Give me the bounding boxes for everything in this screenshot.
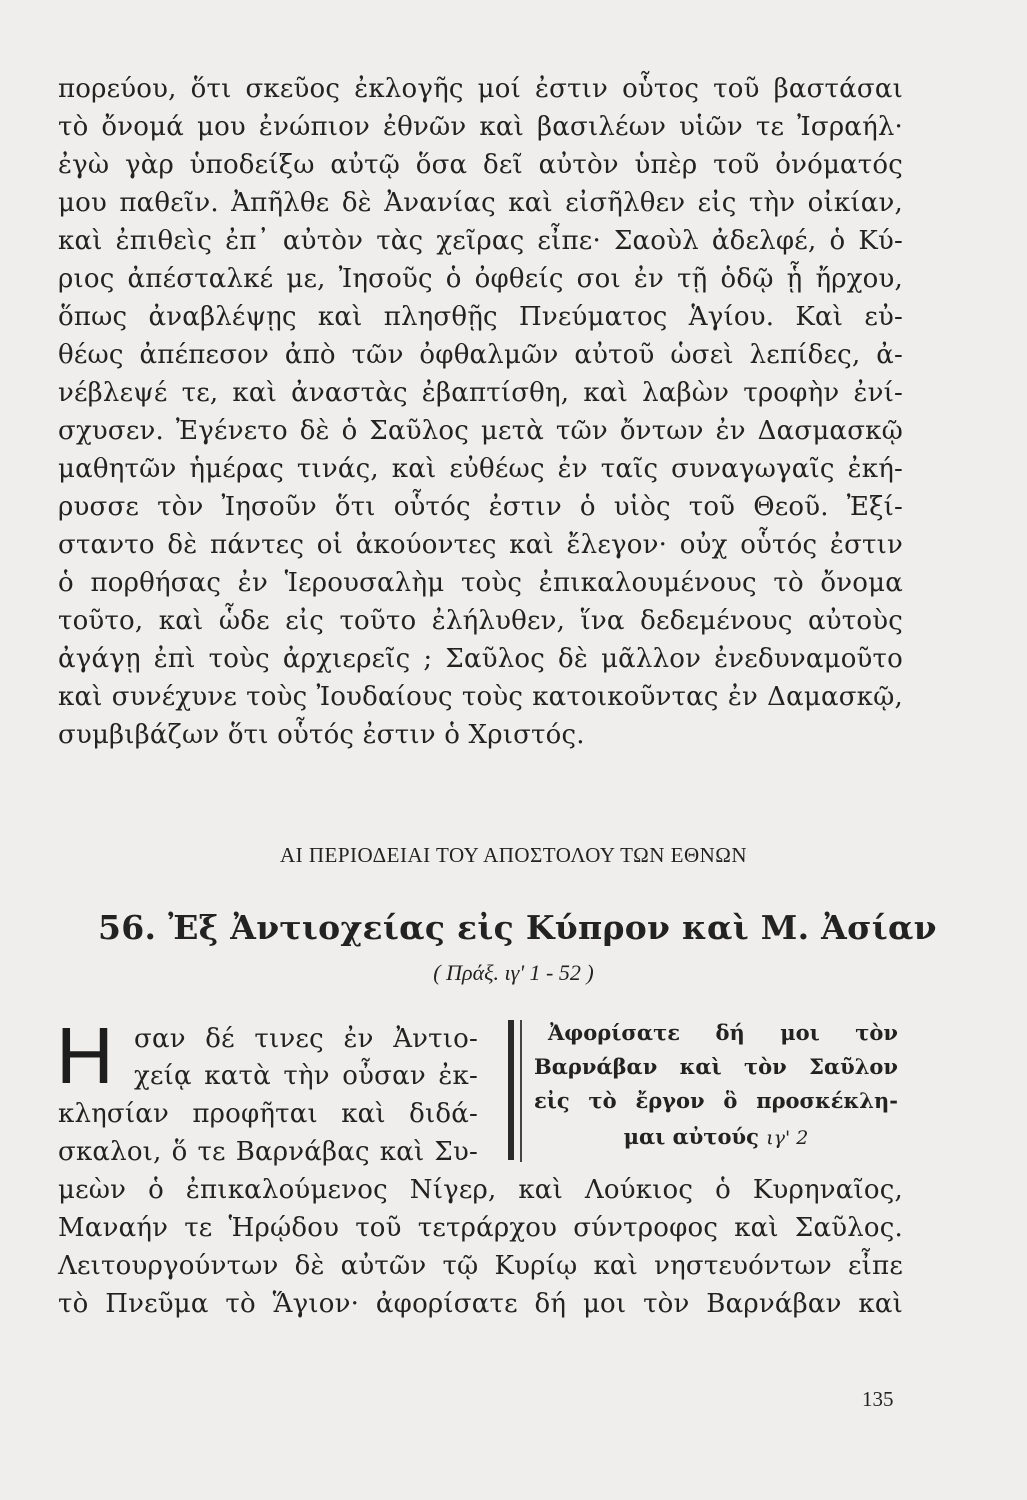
body-line: ἀγάγῃ ἐπὶ τοὺς ἀρχιερεῖς ; Σαῦλος δὲ μᾶλλον ἐνεδυναμοῦτο: [58, 644, 903, 674]
quote-line: εἰς τὸ ἔργον ὃ προσκέκλη-: [534, 1088, 898, 1113]
column-line: σκαλοι, ὅ τε Βαρνάβας καὶ Συ-: [58, 1137, 478, 1167]
body-line: τὸ ὄνομά μου ἐνώπιον ἐθνῶν καὶ βασιλέων υἱῶν τε Ἰσραήλ·: [58, 112, 903, 142]
quote-reference: ιγ' 2: [766, 1127, 809, 1149]
chapter-title: 56. Ἐξ Ἀντιοχείας εἰς Κύπρον καὶ Μ. Ἀσίαν: [98, 908, 937, 947]
column-line: κλησίαν προφῆται καὶ διδά-: [58, 1099, 478, 1129]
column-line: χείᾳ κατὰ τὴν οὖσαν ἐκ-: [134, 1061, 478, 1091]
page-number: 135: [862, 1387, 894, 1411]
column-line: σαν δέ τινες ἐν Ἀντιο-: [134, 1024, 478, 1054]
body-line-last: συμβιβάζων ὅτι οὗτός ἐστιν ὁ Χριστός.: [58, 720, 585, 750]
body-line: σταντο δὲ πάντες οἱ ἀκούοντες καὶ ἔλεγον· οὐχ οὗτός ἐστιν: [58, 530, 903, 560]
body-line: ἐγὼ γὰρ ὑποδείξω αὐτῷ ὅσα δεῖ αὐτὸν ὑπὲρ τοῦ ὀνόματός: [58, 150, 903, 180]
body-line: Μαναήν τε Ἡρῴδου τοῦ τετράρχου σύντροφος καὶ Σαῦλος.: [58, 1213, 903, 1243]
quote-line: μαι αὐτούς: [623, 1124, 759, 1149]
body-line: ὅπως ἀναβλέψῃς καὶ πλησθῇς Πνεύματος Ἁγίου. Καὶ εὐ-: [58, 302, 903, 332]
body-line: νέβλεψέ τε, καὶ ἀναστὰς ἐβαπτίσθη, καὶ λαβὼν τροφὴν ἐνί-: [58, 378, 903, 408]
body-line: ὁ πορθήσας ἐν Ἱερουσαλὴμ τοὺς ἐπικαλουμένους τὸ ὄνομα: [58, 568, 903, 598]
body-line: μαθητῶν ἡμέρας τινάς, καὶ εὐθέως ἐν ταῖς συναγωγαῖς ἐκή-: [58, 454, 903, 484]
body-line: μου παθεῖν. Ἀπῆλθε δὲ Ἀνανίας καὶ εἰσῆλθεν εἰς τὴν οἰκίαν,: [58, 188, 903, 218]
body-line: καὶ ἐπιθεὶς ἐπ᾿ αὐτὸν τὰς χεῖρας εἶπε· Σαοὺλ ἀδελφέ, ὁ Κύ-: [58, 226, 903, 256]
body-line: θέως ἀπέπεσον ἀπὸ τῶν ὀφθαλμῶν αὐτοῦ ὡσεὶ λεπίδες, ἀ-: [58, 340, 903, 370]
body-line: μεὼν ὁ ἐπικαλούμενος Νίγερ, καὶ Λούκιος ὁ Κυρηναῖος,: [58, 1175, 903, 1205]
chapter-reference: ( Πράξ. ιγ' 1 - 52 ): [433, 960, 594, 985]
column-divider-thin: [520, 1020, 522, 1162]
body-line: τὸ Πνεῦμα τὸ Ἅγιον· ἀφορίσατε δή μοι τὸν Βαρνάβαν καὶ: [58, 1289, 903, 1319]
quote-last-line: [534, 1120, 898, 1155]
drop-cap: Η: [56, 1011, 114, 1100]
quote-line: Βαρνάβαν καὶ τὸν Σαῦλον: [534, 1054, 898, 1079]
body-line: καὶ συνέχυνε τοὺς Ἰουδαίους τοὺς κατοικοῦντας ἐν Δαμασκῷ,: [58, 682, 903, 712]
section-heading: ΑΙ ΠΕΡΙΟΔΕΙΑΙ ΤΟΥ ΑΠΟΣΤΟΛΟΥ ΤΩΝ ΕΘΝΩΝ: [279, 843, 748, 867]
quote-line: Ἀφορίσατε δή μοι τὸν: [548, 1020, 898, 1045]
body-line: Λειτουργούντων δὲ αὐτῶν τῷ Κυρίῳ καὶ νηστευόντων εἶπε: [58, 1251, 903, 1281]
column-divider-thick: [508, 1020, 514, 1160]
body-line: ριος ἀπέσταλκέ με, Ἰησοῦς ὁ ὀφθείς σοι ἐν τῇ ὁδῷ ᾗ ἤρχου,: [58, 264, 903, 294]
body-line: τοῦτο, καὶ ὧδε εἰς τοῦτο ἐλήλυθεν, ἵνα δεδεμένους αὐτοὺς: [58, 606, 903, 636]
body-line: πορεύου, ὅτι σκεῦος ἐκλογῆς μοί ἐστιν οὗτος τοῦ βαστάσαι: [58, 74, 903, 104]
body-line: σχυσεν. Ἐγένετο δὲ ὁ Σαῦλος μετὰ τῶν ὄντων ἐν Δασμασκῷ: [58, 416, 903, 446]
body-line: ρυσσε τὸν Ἰησοῦν ὅτι οὗτός ἐστιν ὁ υἱὸς τοῦ Θεοῦ. Ἐξί-: [58, 492, 903, 522]
